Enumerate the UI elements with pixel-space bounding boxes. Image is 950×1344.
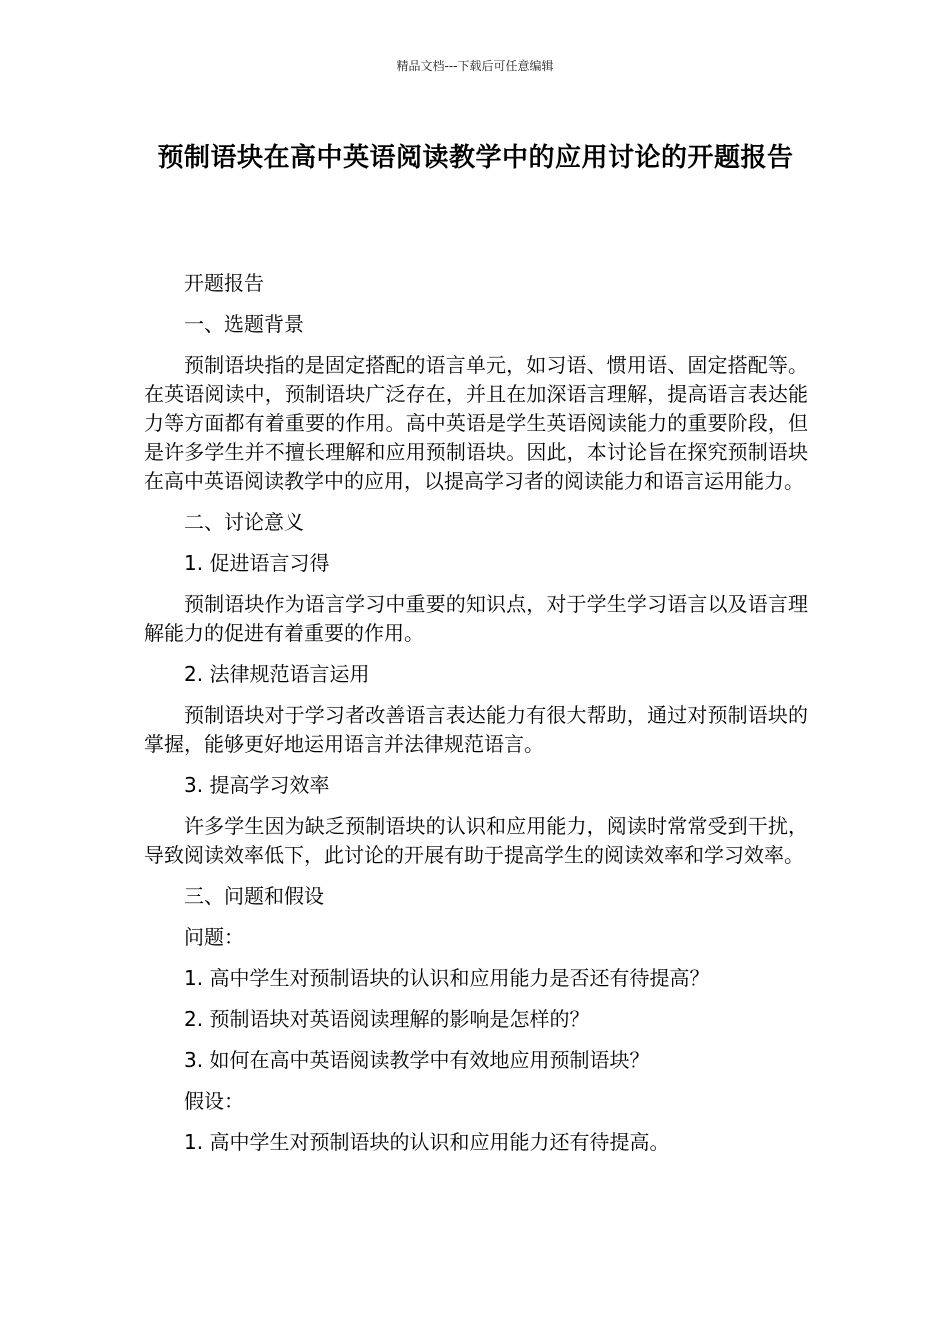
- paragraph-learning-efficiency: 许多学生因为缺乏预制语块的认识和应用能力，阅读时常常受到干扰，导致阅读效率低下，此讨论的开展有助于提高学生的阅读效率和学习效率。: [144, 814, 808, 867]
- question-item: 3. 如何在高中英语阅读教学中有效地应用预制语块？: [184, 1048, 650, 1072]
- paragraph-language-acquisition: 预制语块作为语言学习中重要的知识点，对于学生学习语言以及语言理解能力的促进有着重要的作用。: [144, 592, 808, 645]
- question-item: 2. 预制语块对英语阅读理解的影响是怎样的？: [184, 1007, 590, 1031]
- subheading-learning-efficiency: 3. 提高学习效率: [184, 773, 330, 797]
- paragraph-background: 预制语块指的是固定搭配的语言单元，如习语、惯用语、固定搭配等。在英语阅读中，预制语块广泛存在，并且在加深语言理解，提高语言表达能力等方面都有着重要的作用。高中英语是学生英语阅读能力的重要阶段，但是许多学生并不擅长理解和应用预制语块。因此，本讨论旨在探究预制语块在高中英语阅读教学中的应用，以提高学习者的阅读能力和语言运用能力。: [144, 353, 808, 493]
- question-item: 1. 高中学生对预制语块的认识和应用能力是否还有待提高？: [184, 966, 710, 990]
- label-questions: 问题：: [184, 925, 244, 949]
- label-hypotheses: 假设：: [184, 1089, 244, 1113]
- document-body: [144, 269, 808, 1169]
- hypothesis-item: 1. 高中学生对预制语块的认识和应用能力还有待提高。: [184, 1130, 670, 1154]
- subheading-language-use: 2. 法律规范语言运用: [184, 662, 370, 686]
- section-label-report: 开题报告: [184, 271, 264, 295]
- document-title: 预制语块在高中英语阅读教学中的应用讨论的开题报告: [157, 143, 794, 173]
- subheading-language-acquisition: 1. 促进语言习得: [184, 551, 330, 575]
- section-heading-questions-hypotheses: 三、问题和假设: [184, 884, 324, 908]
- section-heading-background: 一、选题背景: [184, 312, 304, 336]
- section-heading-significance: 二、讨论意义: [184, 510, 304, 534]
- header-note: 精品文档---下载后可任意编辑: [396, 59, 554, 73]
- paragraph-language-use: 预制语块对于学习者改善语言表达能力有很大帮助，通过对预制语块的掌握，能够更好地运用语言并法律规范语言。: [144, 703, 808, 756]
